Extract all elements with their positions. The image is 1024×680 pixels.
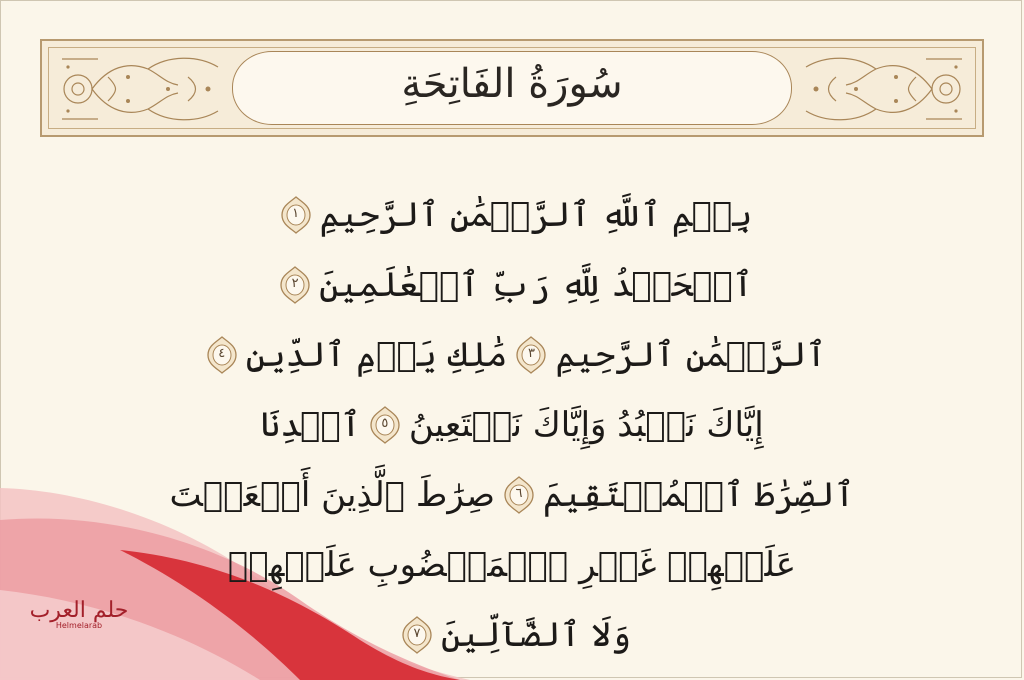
logo-arabic-text: حلم العرب	[29, 598, 129, 623]
ayah-number: ٢	[291, 276, 299, 291]
surah-title: سُورَةُ الفَاتِحَةِ	[401, 61, 623, 107]
ayah-number: ٣	[527, 346, 535, 361]
ayah-number: ١	[292, 206, 300, 221]
verse-text: مَٰلِكِ يَوۡمِ ٱلدِّينِ	[245, 335, 508, 375]
verse-line	[150, 388, 874, 458]
verse-text: إِيَّاكَ نَعۡبُدُ وَإِيَّاكَ نَسۡتَعِينُ	[408, 405, 764, 445]
ayah-number-marker	[369, 406, 401, 444]
verse-text: بِسۡمِ ٱللَّهِ ٱلرَّحۡمَٰنِ ٱلرَّحِيمِ	[319, 195, 753, 235]
ayah-number: ٥	[381, 416, 389, 431]
verse-line	[150, 528, 874, 598]
verse-text: ٱهۡدِنَا	[260, 405, 361, 445]
verse-line	[150, 458, 874, 528]
verse-line	[150, 248, 874, 318]
ayah-number-marker	[503, 476, 535, 514]
ayah-number-marker	[401, 616, 433, 654]
verse-text: عَلَيۡهِمۡ غَيۡرِ ٱلۡمَغۡضُوبِ عَلَيۡهِمۡ	[227, 545, 797, 585]
verse-text: صِرَٰطَ ٱلَّذِينَ أَنۡعَمۡتَ	[169, 475, 495, 515]
brand-logo	[24, 598, 134, 630]
verse-line	[150, 318, 874, 388]
ayah-number-marker	[206, 336, 238, 374]
ayah-number-marker	[280, 196, 312, 234]
verse-text: وَلَا ٱلضَّآلِّينَ	[440, 615, 632, 655]
verse-text: ٱلۡحَمۡدُ لِلَّهِ رَبِّ ٱلۡعَٰلَمِينَ	[319, 265, 753, 305]
ayah-number: ٤	[218, 346, 226, 361]
verse-text: ٱلرَّحۡمَٰنِ ٱلرَّحِيمِ	[555, 335, 827, 375]
ayah-number-marker	[515, 336, 547, 374]
ayah-number-marker	[279, 266, 311, 304]
verse-line	[150, 178, 874, 248]
verses-container	[150, 178, 874, 670]
surah-header-banner	[40, 39, 984, 137]
verse-text: ٱلصِّرَٰطَ ٱلۡمُسۡتَقِيمَ	[542, 475, 855, 515]
logo-latin-text: Helmelarab	[55, 621, 103, 630]
ayah-number: ٦	[515, 486, 523, 501]
ayah-number: ٧	[413, 626, 421, 641]
verse-line	[150, 598, 874, 668]
